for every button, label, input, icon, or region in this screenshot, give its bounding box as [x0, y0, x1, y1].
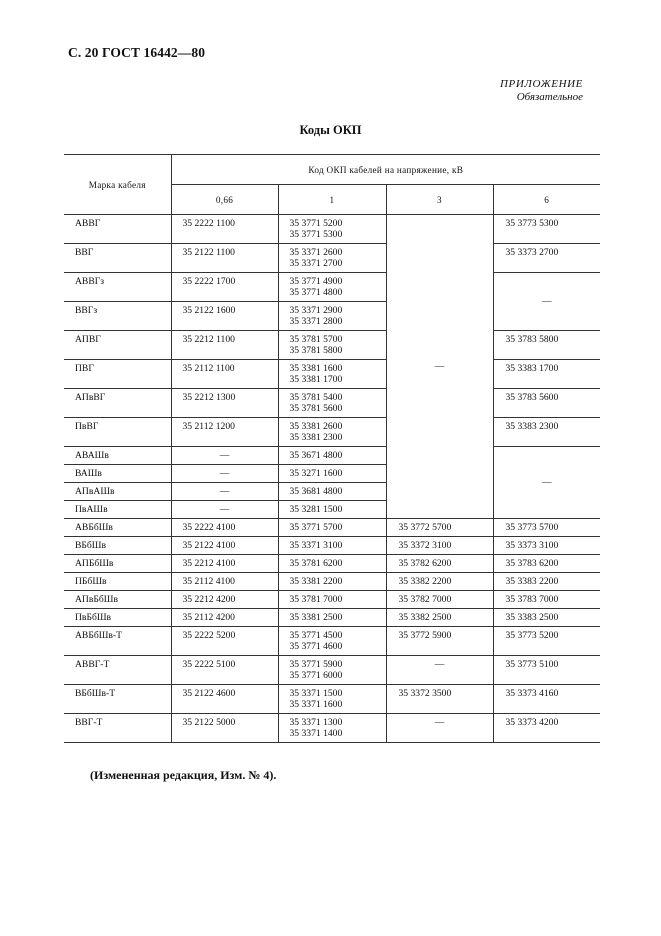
- code-value: 35 3373 3100: [505, 540, 559, 551]
- code-value: 35 2212 1300: [182, 392, 236, 403]
- code-value: 35 2222 5200: [182, 630, 236, 641]
- column-header-voltage: 3: [386, 185, 493, 215]
- code-cell-6-dash: —: [493, 273, 600, 331]
- code-cell-6: [493, 331, 600, 360]
- code-cell-1: [278, 244, 386, 273]
- code-cell-066: [171, 244, 278, 273]
- code-cell-3: [386, 714, 493, 743]
- code-cell-6: [493, 656, 600, 685]
- code-value: 35 3771 5300: [289, 229, 343, 240]
- code-cell-6: [493, 215, 600, 244]
- code-value: 35 2112 1100: [182, 363, 235, 374]
- code-cell-6: [493, 609, 600, 627]
- code-value: 35 2212 1100: [182, 334, 235, 345]
- code-value: 35 3381 1600: [289, 363, 343, 374]
- code-cell-6: [493, 627, 600, 656]
- code-cell-1: [278, 389, 386, 418]
- code-cell-066: [171, 609, 278, 627]
- code-value: 35 3371 1600: [289, 699, 343, 710]
- code-value: —: [219, 468, 230, 479]
- code-value: 35 2222 1100: [182, 218, 235, 229]
- code-value: 35 3381 2500: [289, 612, 343, 623]
- cable-mark: АВВГз: [64, 273, 171, 302]
- code-value: 35 3773 5300: [505, 218, 559, 229]
- cable-mark: АВВГ-Т: [64, 656, 171, 685]
- code-value: 35 3381 2600: [289, 421, 343, 432]
- code-value: 35 3371 1400: [289, 728, 343, 739]
- table-row: [64, 714, 600, 743]
- cable-mark: АВВГ: [64, 215, 171, 244]
- code-value: 35 3773 5100: [505, 659, 559, 670]
- table-row: [64, 555, 600, 573]
- code-cell-066: [171, 685, 278, 714]
- code-value: 35 3781 5800: [289, 345, 343, 356]
- code-cell-1: [278, 656, 386, 685]
- code-value: 35 2222 1700: [182, 276, 236, 287]
- code-value: 35 3783 5600: [505, 392, 559, 403]
- cable-mark: АВАШв: [64, 447, 171, 465]
- table-body: [64, 215, 600, 743]
- code-cell-6: [493, 244, 600, 273]
- code-value: 35 3771 4900: [289, 276, 343, 287]
- cable-mark: ВВГ-Т: [64, 714, 171, 743]
- code-value: 35 3371 2600: [289, 247, 343, 258]
- code-cell-066: [171, 627, 278, 656]
- code-cell-1: [278, 609, 386, 627]
- code-cell-3: [386, 609, 493, 627]
- code-cell-6: [493, 591, 600, 609]
- cable-mark: ПБбШв: [64, 573, 171, 591]
- table-row: [64, 447, 600, 465]
- code-cell-1: [278, 215, 386, 244]
- code-cell-066: [171, 656, 278, 685]
- code-cell-3: [386, 656, 493, 685]
- code-value: —: [219, 486, 230, 497]
- code-value: 35 3371 1500: [289, 688, 343, 699]
- table-title: Коды ОКП: [299, 123, 362, 137]
- code-value: 35 3382 2500: [398, 612, 452, 623]
- code-cell-3: [386, 591, 493, 609]
- code-cell-3: [386, 537, 493, 555]
- table-row: [64, 519, 600, 537]
- code-value: 35 3772 5700: [398, 522, 452, 533]
- code-value: 35 3783 6200: [505, 558, 559, 569]
- code-cell-1: [278, 465, 386, 483]
- amendment-note: (Измененная редакция, Изм. № 4).: [90, 768, 277, 782]
- table-row: [64, 418, 600, 447]
- code-cell-1: [278, 273, 386, 302]
- code-cell-6-dash: —: [493, 447, 600, 519]
- code-value: 35 3772 5900: [398, 630, 452, 641]
- code-cell-3: [386, 573, 493, 591]
- appendix-title: ПРИЛОЖЕНИЕ: [500, 78, 583, 90]
- code-cell-066: [171, 519, 278, 537]
- code-cell-6: [493, 389, 600, 418]
- cable-mark: ВБбШв: [64, 537, 171, 555]
- code-cell-066: [171, 273, 278, 302]
- code-value: 35 3771 5700: [289, 522, 343, 533]
- code-value: 35 3381 2300: [289, 432, 343, 443]
- cable-mark: ВВГз: [64, 302, 171, 331]
- code-cell-1: [278, 483, 386, 501]
- code-cell-1: [278, 447, 386, 465]
- code-value: 35 3781 6200: [289, 558, 343, 569]
- code-value: 35 2222 5100: [182, 659, 236, 670]
- code-value: 35 3782 6200: [398, 558, 452, 569]
- code-value: 35 3781 5700: [289, 334, 343, 345]
- code-value: 35 2122 4100: [182, 540, 236, 551]
- code-cell-6: [493, 537, 600, 555]
- cable-mark: ПвБбШв: [64, 609, 171, 627]
- code-value: —: [434, 659, 445, 670]
- cable-mark: ПвАШв: [64, 501, 171, 519]
- code-value: —: [219, 504, 230, 515]
- cable-mark: ВВГ: [64, 244, 171, 273]
- appendix-status: Обязательное: [516, 91, 583, 103]
- code-cell-1: [278, 685, 386, 714]
- table-row: [64, 537, 600, 555]
- code-cell-066: [171, 331, 278, 360]
- code-value: 35 2112 4200: [182, 612, 235, 623]
- code-cell-066: [171, 418, 278, 447]
- code-value: 35 3773 5200: [505, 630, 559, 641]
- code-value: 35 3771 5200: [289, 218, 343, 229]
- code-value: 35 3771 4600: [289, 641, 343, 652]
- code-value: 35 2222 4100: [182, 522, 236, 533]
- code-value: 35 3681 4800: [289, 486, 343, 497]
- code-cell-1: [278, 302, 386, 331]
- cable-mark: АПвВГ: [64, 389, 171, 418]
- column-header-voltage: 0,66: [171, 185, 278, 215]
- code-cell-1: [278, 519, 386, 537]
- code-cell-066: [171, 302, 278, 331]
- code-cell-3: [386, 519, 493, 537]
- code-cell-066: [171, 555, 278, 573]
- code-value: 35 3381 1700: [289, 374, 343, 385]
- code-value: 35 2212 4100: [182, 558, 236, 569]
- code-value: 35 2112 1200: [182, 421, 235, 432]
- code-value: 35 3271 1600: [289, 468, 343, 479]
- code-cell-1: [278, 360, 386, 389]
- table-row: [64, 215, 600, 244]
- code-cell-066: [171, 501, 278, 519]
- code-cell-066: [171, 714, 278, 743]
- code-cell-3: [386, 555, 493, 573]
- code-cell-6: [493, 685, 600, 714]
- table-row: [64, 389, 600, 418]
- code-value: 35 3281 1500: [289, 504, 343, 515]
- column-header-mark: Марка кабеля: [64, 155, 171, 215]
- code-cell-1: [278, 418, 386, 447]
- code-cell-1: [278, 331, 386, 360]
- code-cell-3: [386, 685, 493, 714]
- code-cell-6: [493, 555, 600, 573]
- code-value: 35 2122 5000: [182, 717, 236, 728]
- cable-mark: АВБбШв-Т: [64, 627, 171, 656]
- code-cell-1: [278, 627, 386, 656]
- code-cell-6: [493, 418, 600, 447]
- cable-mark: АПвАШв: [64, 483, 171, 501]
- code-value: 35 3781 7000: [289, 594, 343, 605]
- code-value: 35 3372 3100: [398, 540, 452, 551]
- code-value: 35 2122 4600: [182, 688, 236, 699]
- code-cell-066: [171, 447, 278, 465]
- table-row: [64, 273, 600, 302]
- code-cell-3-dash: —: [386, 215, 493, 519]
- code-value: 35 3771 4500: [289, 630, 343, 641]
- code-value: 35 2122 1100: [182, 247, 235, 258]
- table-row: [64, 591, 600, 609]
- code-value: 35 3671 4800: [289, 450, 343, 461]
- code-value: 35 2212 4200: [182, 594, 236, 605]
- page-header: С. 20 ГОСТ 16442—80: [68, 45, 206, 60]
- code-cell-6: [493, 519, 600, 537]
- code-value: 35 3771 6000: [289, 670, 343, 681]
- appendix-label: [500, 78, 583, 104]
- code-value: 35 3383 1700: [505, 363, 559, 374]
- code-value: 35 3371 2700: [289, 258, 343, 269]
- table-row: [64, 609, 600, 627]
- code-cell-6: [493, 573, 600, 591]
- code-value: 35 3783 5800: [505, 334, 559, 345]
- code-value: 35 3771 4800: [289, 287, 343, 298]
- code-value: 35 3781 5600: [289, 403, 343, 414]
- code-value: 35 3771 5900: [289, 659, 343, 670]
- cable-mark: АПвБбШв: [64, 591, 171, 609]
- cable-mark: ВАШв: [64, 465, 171, 483]
- code-value: 35 3383 2200: [505, 576, 559, 587]
- table-row: [64, 573, 600, 591]
- cable-mark: АПВГ: [64, 331, 171, 360]
- code-cell-1: [278, 501, 386, 519]
- code-cell-6: [493, 360, 600, 389]
- code-value: 35 3373 4200: [505, 717, 559, 728]
- cable-mark: ПвВГ: [64, 418, 171, 447]
- code-cell-6: [493, 714, 600, 743]
- code-value: 35 3782 7000: [398, 594, 452, 605]
- code-cell-1: [278, 714, 386, 743]
- code-cell-066: [171, 465, 278, 483]
- code-cell-066: [171, 360, 278, 389]
- code-value: 35 3781 5400: [289, 392, 343, 403]
- code-value: 35 3773 5700: [505, 522, 559, 533]
- code-cell-066: [171, 483, 278, 501]
- column-header-voltage: 6: [493, 185, 600, 215]
- code-cell-3: [386, 627, 493, 656]
- code-value: —: [434, 717, 445, 728]
- table-row: [64, 685, 600, 714]
- table-row: [64, 331, 600, 360]
- code-cell-066: [171, 537, 278, 555]
- code-cell-066: [171, 591, 278, 609]
- cable-mark: ВБбШв-Т: [64, 685, 171, 714]
- code-value: 35 3383 2300: [505, 421, 559, 432]
- code-cell-1: [278, 537, 386, 555]
- column-header-voltage: 1: [278, 185, 386, 215]
- code-value: 35 3373 4160: [505, 688, 559, 699]
- cable-mark: АВБбШв: [64, 519, 171, 537]
- code-value: 35 3371 2800: [289, 316, 343, 327]
- code-value: —: [219, 450, 230, 461]
- cable-mark: ПВГ: [64, 360, 171, 389]
- code-cell-066: [171, 389, 278, 418]
- code-value: 35 3372 3500: [398, 688, 452, 699]
- code-value: 35 3383 2500: [505, 612, 559, 623]
- code-value: 35 2122 1600: [182, 305, 236, 316]
- code-cell-1: [278, 573, 386, 591]
- table-row: [64, 244, 600, 273]
- code-value: 35 3371 2900: [289, 305, 343, 316]
- column-group-header: Код ОКП кабелей на напряжение, кВ: [171, 155, 600, 185]
- code-value: 35 3371 1300: [289, 717, 343, 728]
- code-value: 35 3371 3100: [289, 540, 343, 551]
- table-row: [64, 360, 600, 389]
- cable-mark: АПБбШв: [64, 555, 171, 573]
- table-row: [64, 656, 600, 685]
- code-cell-1: [278, 591, 386, 609]
- code-value: 35 3382 2200: [398, 576, 452, 587]
- code-cell-1: [278, 555, 386, 573]
- code-value: 35 3373 2700: [505, 247, 559, 258]
- code-value: 35 2112 4100: [182, 576, 235, 587]
- table-row: [64, 627, 600, 656]
- okp-codes-table: [64, 154, 600, 743]
- code-cell-066: [171, 573, 278, 591]
- code-cell-066: [171, 215, 278, 244]
- code-value: 35 3783 7000: [505, 594, 559, 605]
- code-value: 35 3381 2200: [289, 576, 343, 587]
